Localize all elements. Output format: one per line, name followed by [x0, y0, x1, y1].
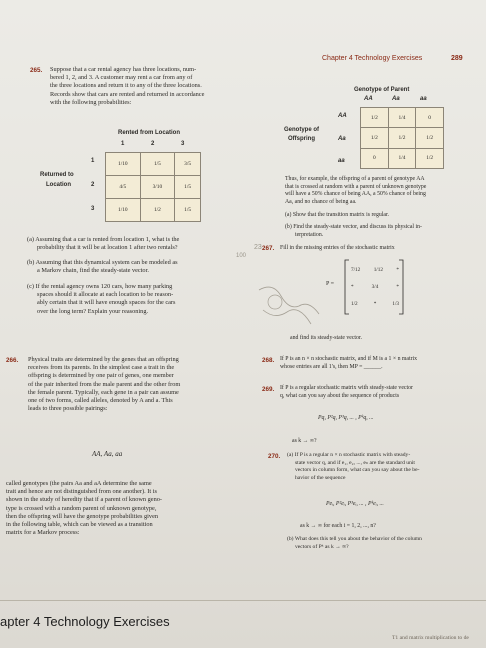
text-line: the three locations and return it to any of the three locations. [50, 82, 202, 90]
text-line: offspring is determined by one pair of genes, one member [28, 372, 174, 380]
text-line: that is crossed at random with a parent of unknown genotype [285, 183, 427, 190]
text-line: receives from its parents. In the simplest case a trait in the [28, 364, 175, 372]
text-line: whose entries are all 1's, then MP = ______. [280, 363, 383, 370]
footer-note: T1 and matrix multiplication to de [392, 635, 469, 641]
table-cell: 1/4 [388, 148, 416, 168]
matrix-entry: * [396, 267, 399, 273]
matrix-entry: 1/3 [392, 301, 399, 307]
text-line: Suppose that a car rental agency has three locations, num- [50, 66, 197, 73]
text-line: shown in the study of heredity that if a parent of known geno- [6, 496, 162, 504]
table-cell: 1/2 [361, 128, 389, 148]
genotype-row-header: AA [338, 113, 347, 119]
matrix-entry: 1/12 [373, 267, 383, 273]
exercise-265-part-b [27, 259, 257, 275]
text-line: one of two forms, called alleles, denoted by A and a. This [28, 397, 173, 405]
rental-table-title: Rented from Location [118, 130, 181, 136]
text-line: of the pair inherited from the male parent and the other from [28, 380, 181, 388]
text-line: havior of the sequence [295, 474, 346, 481]
handwritten-note: 23 [254, 244, 262, 251]
exercise-266-number: 266. [6, 357, 19, 364]
running-header: Chapter 4 Technology Exercises [322, 55, 423, 62]
exercise-268-text [280, 356, 480, 371]
table-cell: 1/4 [388, 108, 416, 128]
col-header: Aa [392, 96, 400, 102]
text-line: bered 1, 2, and 3. A customer may rent a car from any of [50, 74, 193, 82]
exercise-266-text [28, 356, 268, 413]
rental-probability-table [105, 152, 201, 222]
text-line: (b) Find the steady-state vector, and discuss its physical in- [285, 224, 422, 230]
text-line: Aa, and no chance of being aa. [285, 198, 357, 205]
exercise-266-text-continued [6, 480, 266, 537]
handwritten-note: 100 [236, 253, 247, 259]
pencil-scribble [255, 280, 325, 340]
exercise-266-part-a: (a) Show that the transition matrix is regular. [285, 212, 389, 218]
footer-divider [0, 600, 486, 601]
exercise-269-text [280, 385, 480, 400]
table-cell: 1/5 [175, 199, 201, 222]
text-line: the female parent. Typically, each gene in a pair can assume [28, 388, 179, 396]
exercise-270-sequence: Peᵢ, P²eᵢ, P³eᵢ, ... , Pᵏeᵢ, ... [326, 501, 384, 507]
matrix-entry: * [351, 284, 354, 290]
genotype-row-header: Aa [338, 136, 346, 142]
text-line: then the offspring will have the genotype probabilities given [6, 512, 159, 520]
text-line: will have a 50% chance of being AA, a 50% chance of being [285, 191, 426, 198]
exercise-268-number: 268. [262, 357, 275, 364]
genotype-pairings: AA, Aa, aa [92, 450, 123, 458]
text-line: probability that it will be at location 1 after two rentals? [37, 244, 178, 252]
exercise-267-text: Fill in the missing entries of the stochastic matrix [280, 245, 395, 251]
exercise-270-limit: as k → ∞ for each i = 1, 2, ..., n? [300, 523, 376, 529]
rental-row-label-1: Returned to [40, 172, 74, 178]
text-line: in the following table, which can be viewed as a transition [6, 521, 153, 529]
text-line: over the long term? Explain your reasoning. [37, 307, 149, 315]
exercise-269-number: 269. [262, 386, 275, 393]
text-line: with the following probabilities: [50, 98, 132, 106]
footer-chapter-title: apter 4 Technology Exercises [0, 614, 170, 629]
rental-row-label-2: Location [46, 182, 71, 188]
exercise-265-number: 265. [30, 67, 43, 74]
col-header: 3 [181, 141, 185, 147]
rental-row-header: 1 [91, 158, 95, 164]
text-line: vectors of Pᵏ as k → ∞? [295, 543, 349, 550]
text-line: called genotypes (the pairs Aa and aA determine the same [6, 480, 152, 487]
exercise-269-sequence: Pq, P²q, P³q, ... , Pᵏq, ... [318, 415, 374, 421]
stochastic-matrix [351, 262, 399, 313]
exercise-265-text [50, 66, 290, 107]
exercise-265-part-c [27, 283, 257, 316]
exercise-267-after: and find its steady-state vector. [290, 335, 362, 341]
exercise-267-number: 267. [262, 245, 275, 252]
col-header: AA [364, 96, 373, 102]
genotype-row-label-2: Offspring [288, 136, 315, 142]
text-line: Thus, for example, the offspring of a parent of genotype AA [285, 176, 425, 182]
table-cell: 4/5 [106, 176, 141, 199]
text-line: Records show that cars are rented and returned in accordance [50, 90, 205, 98]
table-cell: 1/5 [175, 176, 201, 199]
text-line: If P is an n × n stochastic matrix, and if M is a 1 × n matrix [280, 356, 418, 362]
rental-row-header: 3 [91, 206, 95, 212]
table-cell: 1/2 [388, 128, 416, 148]
table-cell: 0 [416, 108, 444, 128]
table-cell: 3/10 [140, 176, 175, 199]
table-cell: 1/2 [416, 128, 444, 148]
text-line: leads to three possible pairings: [28, 405, 108, 413]
rental-row-header: 2 [91, 182, 95, 188]
matrix-p-label: P = [326, 281, 334, 287]
exercise-269-limit: as k → ∞? [292, 438, 317, 444]
matrix-entry: 7/12 [351, 267, 361, 273]
text-line: (a) If P is a regular n × n stochastic matrix with steady- [287, 452, 411, 458]
text-line: (a) Assuming that a car is rented from location 1, what is the [27, 236, 180, 243]
table-cell: 1/2 [140, 199, 175, 222]
genotype-row-label-1: Genotype of [284, 127, 320, 133]
exercise-270-text [287, 452, 485, 482]
table-cell: 1/5 [140, 153, 175, 176]
genotype-probability-table [360, 107, 444, 169]
text-line: terpretation. [295, 231, 324, 238]
page-number: 289 [451, 55, 463, 62]
text-line: (b) Assuming that this dynamical system can be modeled as [27, 259, 178, 266]
exercise-265-part-a [27, 236, 257, 252]
genotype-table-title: Genotype of Parent [354, 87, 410, 93]
genotype-row-header: aa [338, 158, 345, 164]
table-cell: 1/2 [361, 108, 389, 128]
col-header: 1 [121, 141, 125, 147]
table-cell: 1/10 [106, 199, 141, 222]
text-line: a Markov chain, find the steady-state vector. [37, 267, 149, 275]
table-cell: 3/5 [175, 153, 201, 176]
text-line: ably certain that it will have enough spaces for the cars [37, 299, 176, 307]
text-line: state vector q, and if e₁, e₂, ..., eₙ are the standard unit [295, 459, 415, 466]
text-line: vectors in column form, what can you say about the be- [295, 467, 420, 474]
matrix-entry: * [373, 301, 377, 307]
text-line: (c) If the rental agency owns 120 cars, how many parking [27, 283, 173, 290]
table-cell: 0 [361, 148, 389, 168]
matrix-entry: * [396, 284, 399, 290]
text-line: trait and hence are not distinguished from one another). It is [6, 488, 157, 496]
text-line: Physical traits are determined by the genes that an offspring [28, 356, 179, 363]
exercise-270-part-b [287, 536, 485, 551]
text-line: If P is a regular stochastic matrix with steady-state vector [280, 385, 413, 391]
matrix-entry: 3/4 [371, 284, 379, 290]
text-line: type is crossed with a random parent of unknown genotype, [6, 504, 157, 512]
matrix-entry: 1/2 [351, 301, 358, 307]
text-line: matrix for a Markov process: [6, 529, 80, 537]
genotype-example-text [285, 176, 481, 206]
col-header: 2 [151, 141, 155, 147]
table-cell: 1/10 [106, 153, 141, 176]
text-line: q, what can you say about the sequence of products [280, 392, 400, 399]
exercise-266-part-b [285, 224, 481, 239]
table-cell: 1/2 [416, 148, 444, 168]
text-line: spaces should it allocate at each location to be reason- [37, 291, 174, 299]
exercise-270-number: 270. [268, 453, 281, 460]
col-header: aa [420, 96, 427, 102]
text-line: (b) What does this tell you about the behavior of the column [287, 536, 422, 542]
